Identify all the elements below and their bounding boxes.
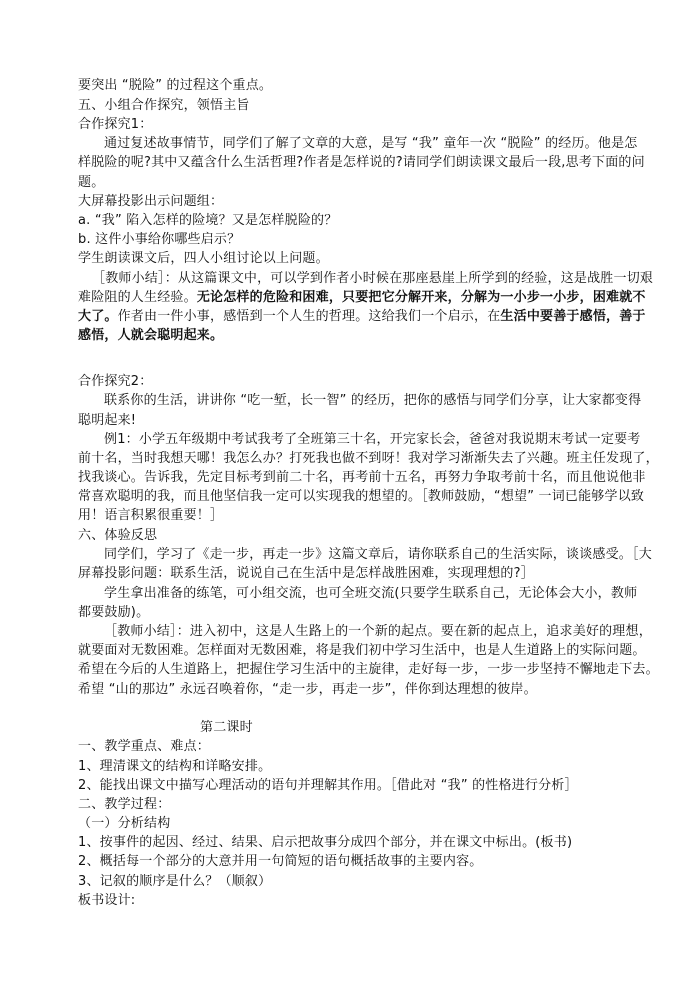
text-line: 联系你的生活，讲讲你 “吃一堑，长一智” 的经历，把你的感悟与同学们分享，让大家都变得 [104, 393, 642, 408]
text-line: 就要面对无数困难。怎样面对无数困难，将是我们初中学习生活中，也是人生道路上的实际问题。 [78, 643, 646, 658]
text-line: 板书设计: [78, 893, 136, 908]
list-item: 1、按事件的起因、经过、结果、启示把故事分成四个部分，并在课文中标出。(板书) [78, 835, 573, 850]
subsection-heading: （一）分析结构 [78, 816, 171, 831]
list-item: 2、能找出课文中描写心理活动的语句并理解其作用。［借此对 “我” 的性格进行分析］ [78, 778, 578, 793]
section-heading: 五、小组合作探究，领悟主旨 [78, 98, 250, 113]
text-line: 题。 [78, 175, 105, 190]
text-line: 希望 “山的那边” 永远召唤着你，“走一步，再走一步”，伴你到达理想的彼岸。 [78, 682, 537, 697]
subsection-heading: 合作探究1： [78, 117, 153, 132]
text-line: 感悟，人就会聪明起来。 [78, 328, 224, 343]
section-heading: 六、体验反思 [78, 528, 158, 543]
text-line: 同学们，学习了《走一步，再走一步》这篇文章后，请你联系自己的生活实际，谈谈感受。［大 [104, 547, 652, 562]
question-item: a. “我” 陷入怎样的险境？又是怎样脱险的？ [78, 213, 338, 228]
text-line: 例1：小学五年级期中考试我考了全班第三十名，开完家长会，爸爸对我说期末考试一定要考 [104, 432, 641, 447]
text-line: 难险阻的人生经验。无论怎样的危险和困难，只要把它分解开来，分解为一小步一小步，困难就不 [78, 290, 646, 305]
text-line: 聪明起来! [78, 413, 137, 428]
teacher-summary: ［教师小结］：从这篇课文中，可以学到作者小时候在那座悬崖上所学到的经验，这是战胜一切艰 [92, 271, 654, 286]
text-line: 要突出 “脱险” 的过程这个重点。 [78, 78, 273, 93]
list-item: 1、理清课文的结构和详略安排。 [78, 759, 272, 774]
text-line: 学生朗读课文后，四人小组讨论以上问题。 [78, 251, 329, 266]
teacher-summary: ［教师小结］：进入初中，这是人生路上的一个新的起点。要在新的起点上，追求美好的理想， [104, 624, 652, 639]
text-line: 大屏幕投影出示问题组： [78, 194, 224, 209]
lesson-title: 第二课时 [200, 720, 253, 735]
text-line: 前十名，当时我想天哪！我怎么办？打死我也做不到呀！我对学习渐渐失去了兴趣。班主任发现了， [78, 451, 659, 466]
list-item: 2、概括每一个部分的大意并用一句简短的语句概括故事的主要内容。 [78, 854, 483, 869]
section-heading: 二、教学过程： [78, 797, 171, 812]
text-line: 希望在今后的人生道路上，把握住学习生活中的主旋律，走好每一步，一步一步坚持不懈地走下去。 [78, 662, 659, 677]
text-line: 学生拿出准备的练笔，可小组交流，也可全班交流(只要学生联系自己，无论体会大小，教师 [104, 586, 638, 601]
text-line: 都要鼓励)。 [78, 605, 150, 620]
question-item: b. 这件小事给你哪些启示？ [78, 232, 241, 247]
subsection-heading: 合作探究2： [78, 374, 153, 389]
text-line: 大了。作者由一件小事，感悟到一个人生的哲理。这给我们一个启示，在生活中要善于感悟，善于 [78, 309, 646, 324]
text-line: 找我谈心。告诉我，先定目标考到前二十名，再考前十五名，再努力争取考前十名，而且他说他非 [78, 470, 646, 485]
section-heading: 一、教学重点、难点： [78, 739, 211, 754]
text-line: 样脱险的呢?其中又蕴含什么生活哲理?作者是怎样说的?请同学们朗读课文最后一段,思考下面的问 [78, 155, 645, 170]
text-line: 用！语言积累很重要！］ [78, 508, 224, 523]
text-line: 常喜欢聪明的我，而且他坚信我一定可以实现我的想望的。［教师鼓励，“想望” 一词已能够学以致 [78, 489, 645, 504]
list-item: 3、记叙的顺序是什么？（顺叙） [78, 874, 272, 889]
text-line: 屏幕投影问题：联系生活，说说自己在生活中是怎样战胜困难，实现理想的?］ [78, 566, 534, 581]
text-line: 通过复述故事情节，同学们了解了文章的大意，是写 “我” 童年一次 “脱险” 的经历。他是怎 [104, 136, 638, 151]
